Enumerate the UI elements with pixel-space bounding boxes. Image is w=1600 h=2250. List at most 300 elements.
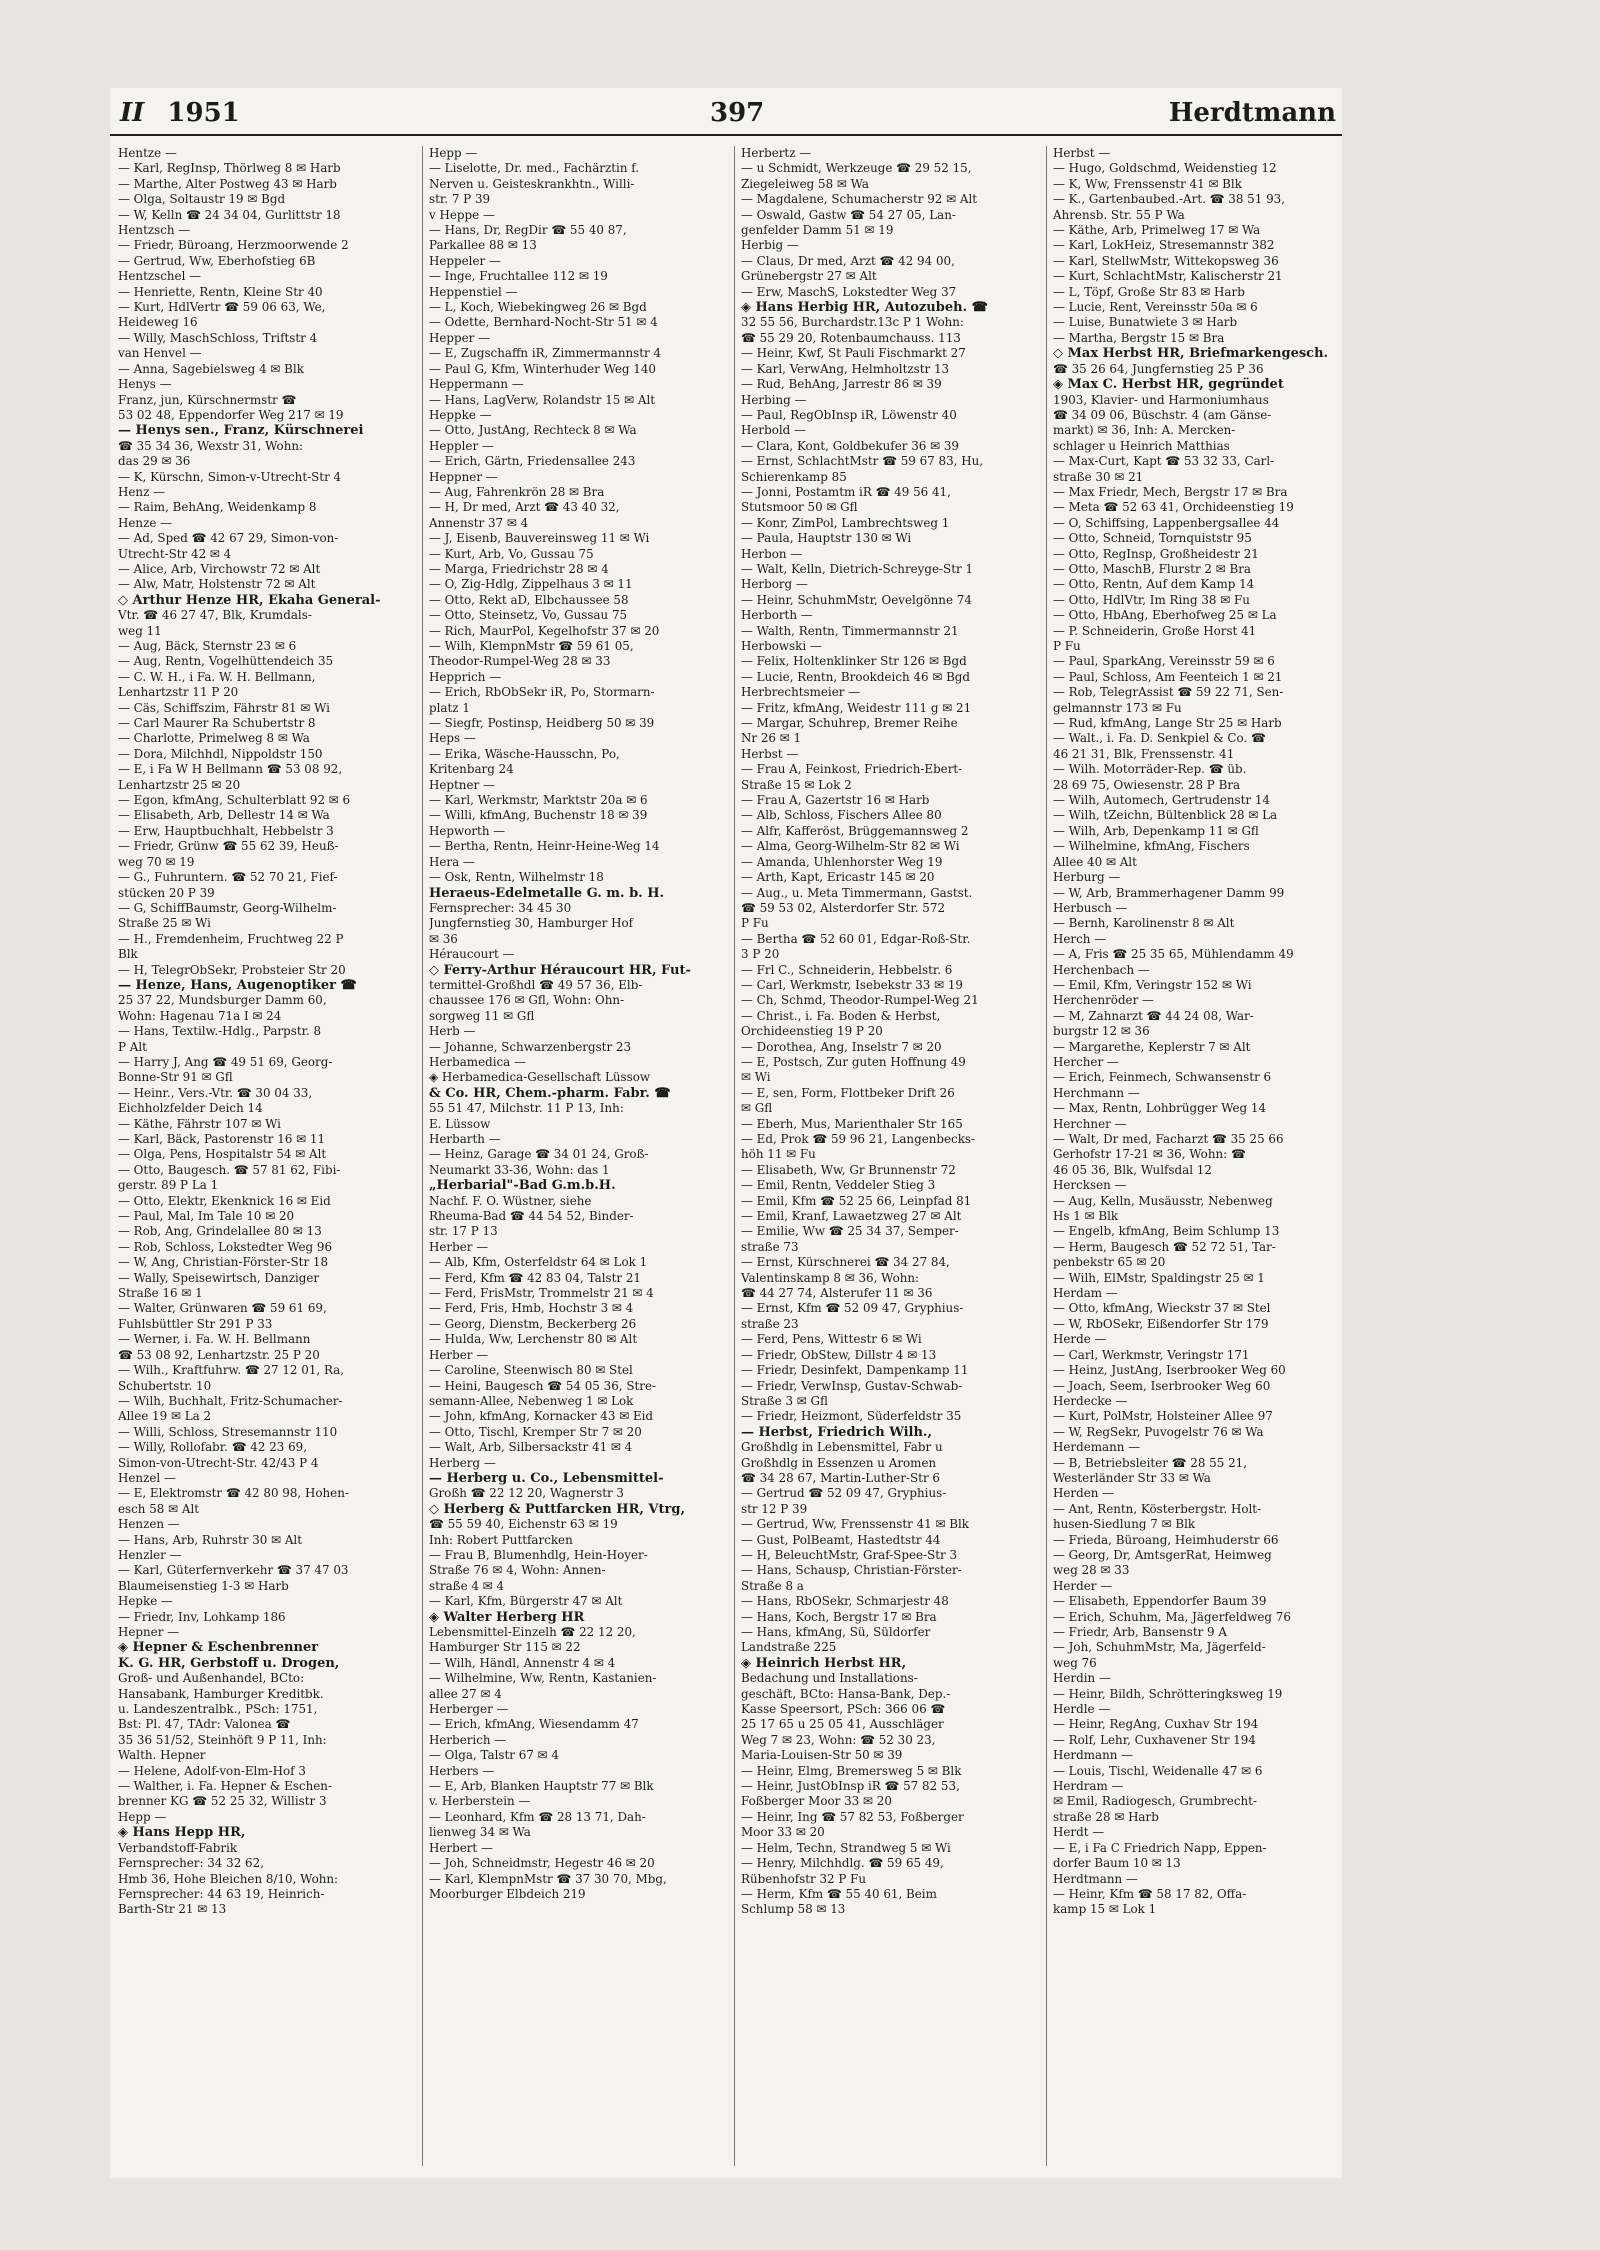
directory-line: Straße 16 ✉ 1: [118, 1286, 203, 1301]
directory-line: Henzel —: [118, 1470, 176, 1485]
directory-line: — H, BeleuchtMstr, Graf-Spee-Str 3: [741, 1547, 958, 1562]
directory-page: [110, 88, 1342, 2178]
directory-line: — Otto, Baugesch. ☎ 57 81 62, Fibi-: [118, 1162, 341, 1177]
directory-line: schlager u Heinrich Matthias: [1053, 438, 1230, 453]
directory-line: Kritenbarg 24: [429, 762, 514, 777]
directory-line: termittel-Großhdl ☎ 49 57 36, Elb-: [429, 977, 643, 992]
directory-line: Straße 25 ✉ Wi: [118, 916, 211, 931]
directory-line: — Wally, Speisewirtsch, Danziger: [118, 1270, 320, 1285]
directory-line: — Friedr, Heizmont, Süderfeldstr 35: [741, 1409, 962, 1424]
directory-line: Herber —: [429, 1347, 489, 1362]
directory-line: — Max-Curt, Kapt ☎ 53 32 33, Carl-: [1053, 454, 1275, 469]
directory-line: Herbing —: [741, 392, 807, 407]
directory-line: — Herm, Kfm ☎ 55 40 61, Beim: [741, 1886, 937, 1901]
directory-line: — Ernst, Kfm ☎ 52 09 47, Gryphius-: [741, 1301, 964, 1316]
directory-line: ◇ Herberg & Puttfarcken HR, Vtrg,: [429, 1501, 685, 1517]
directory-line: — Oswald, Gastw ☎ 54 27 05, Lan-: [741, 207, 956, 222]
directory-line: — Aug., u. Meta Timmermann, Gastst.: [741, 885, 973, 900]
directory-line: — Walt, Dr med, Facharzt ☎ 35 25 66: [1053, 1132, 1284, 1146]
directory-line: Herbold —: [741, 423, 806, 438]
directory-line: Hepp —: [118, 1809, 167, 1824]
directory-line: — K, Ww, Frenssenstr 41 ✉ Blk: [1053, 176, 1242, 191]
directory-line: — Gertrud, Ww, Eberhofstieg 6B: [118, 253, 316, 268]
directory-line: — M, Zahnarzt ☎ 44 24 08, War-: [1053, 1008, 1254, 1023]
directory-line: — Ant, Rentn, Kösterbergstr. Holt-: [1053, 1501, 1262, 1516]
directory-line: — Friedr, Grünw ☎ 55 62 39, Heuß-: [118, 839, 339, 854]
directory-line: Simon-von-Utrecht-Str. 42/43 P 4: [118, 1455, 319, 1470]
directory-line: — Felix, Holtenklinker Str 126 ✉ Bgd: [741, 654, 967, 669]
directory-line: Henzen —: [118, 1517, 180, 1532]
directory-line: Großhdlg in Lebensmittel, Fabr u: [741, 1440, 943, 1455]
column-4: [1046, 146, 1345, 2166]
directory-line: Franz, jun, Kürschnermstr ☎: [118, 392, 297, 407]
directory-line: — O, Schiffsing, Lappenbergsallee 44: [1053, 515, 1280, 530]
directory-line: Heraeus-Edelmetalle G. m. b. H.: [429, 885, 665, 901]
directory-line: — Henze, Hans, Augenoptiker ☎: [118, 977, 357, 993]
directory-line: — Wilh. Motorräder-Rep. ☎ üb.: [1053, 762, 1247, 777]
directory-line: — Rud, BehAng, Jarrestr 86 ✉ 39: [741, 377, 942, 392]
directory-line: — Otto, Elektr, Ekenknick 16 ✉ Eid: [118, 1193, 331, 1208]
directory-line: Fernsprecher: 34 45 30: [429, 900, 572, 915]
directory-line: ☎ 44 27 74, Alsterufer 11 ✉ 36: [741, 1286, 933, 1301]
directory-line: — Wilh, ElMstr, Spaldingstr 25 ✉ 1: [1053, 1270, 1265, 1285]
directory-line: ◈ Heinrich Herbst HR,: [741, 1655, 907, 1671]
directory-line: — Otto, Rekt aD, Elbchaussee 58: [429, 592, 629, 607]
directory-line: — Dora, Milchhdl, Nippoldstr 150: [118, 746, 323, 761]
directory-line: — Caroline, Steenwisch 80 ✉ Stel: [429, 1363, 633, 1378]
directory-line: — Erich, RbObSekr iR, Po, Stormarn-: [429, 685, 655, 700]
directory-line: — Cäs, Schiffszim, Fährstr 81 ✉ Wi: [118, 700, 330, 715]
directory-line: straße 73: [741, 1239, 799, 1254]
directory-line: Groß- und Außenhandel, BCto:: [118, 1671, 305, 1686]
directory-line: — W, Kelln ☎ 24 34 04, Gurlittstr 18: [118, 207, 341, 222]
directory-line: — Willi, kfmAng, Buchenstr 18 ✉ 39: [429, 808, 648, 823]
directory-line: — Otto, Steinsetz, Vo, Gussau 75: [429, 608, 628, 623]
directory-line: Weg 7 ✉ 23, Wohn: ☎ 52 30 23,: [741, 1732, 936, 1747]
directory-line: Herberg —: [429, 1455, 496, 1470]
directory-line: — Otto, HbAng, Eberhofweg 25 ✉ La: [1053, 608, 1277, 623]
directory-line: — Aug, Rentn, Vogelhüttendeich 35: [118, 654, 334, 669]
directory-line: Hentzsch —: [118, 223, 191, 238]
directory-line: Herbst —: [741, 746, 799, 761]
directory-line: — K, Kürschn, Simon-v-Utrecht-Str 4: [118, 469, 342, 484]
directory-line: — W, Ang, Christian-Förster-Str 18: [118, 1255, 329, 1270]
directory-line: Lenhartzstr 25 ✉ 20: [118, 777, 241, 792]
directory-line: — Margar, Schuhrep, Bremer Reihe: [741, 716, 958, 731]
directory-line: 28 69 75, Owiesenstr. 28 P Bra: [1053, 777, 1241, 792]
directory-line: — Friedr, ObStew, Dillstr 4 ✉ 13: [741, 1347, 937, 1362]
directory-line: — L, Töpf, Große Str 83 ✉ Harb: [1053, 284, 1245, 299]
directory-line: — Carl, Werkmstr, Veringstr 171: [1053, 1347, 1250, 1362]
directory-line: — Joach, Seem, Iserbrooker Weg 60: [1053, 1378, 1271, 1393]
directory-line: ◇ Max Herbst HR, Briefmarkengesch.: [1053, 346, 1329, 362]
directory-line: — Max, Rentn, Lohbrügger Weg 14: [1053, 1101, 1267, 1116]
directory-line: Hepper —: [429, 330, 491, 345]
directory-line: — Inge, Fruchtallee 112 ✉ 19: [429, 269, 608, 284]
directory-line: — Charlotte, Primelweg 8 ✉ Wa: [118, 731, 310, 746]
directory-line: Herber —: [429, 1239, 489, 1254]
directory-line: — E, i Fa C Friedrich Napp, Eppen-: [1053, 1840, 1267, 1855]
directory-line: Jungfernstieg 30, Hamburger Hof: [429, 916, 634, 931]
directory-line: — Otto, JustAng, Rechteck 8 ✉ Wa: [429, 423, 637, 438]
directory-line: — Raim, BehAng, Weidenkamp 8: [118, 500, 317, 515]
directory-line: — Karl, LokHeiz, Stresemannstr 382: [1053, 238, 1275, 253]
directory-line: Rheuma-Bad ☎ 44 54 52, Binder-: [429, 1209, 634, 1224]
directory-line: — Heinr., Vers.-Vtr. ☎ 30 04 33,: [118, 1085, 313, 1100]
directory-line: ☎ 55 59 40, Eichenstr 63 ✉ 19: [429, 1517, 618, 1532]
directory-line: — Ch, Schmd, Theodor-Rumpel-Weg 21: [741, 993, 979, 1008]
directory-line: — Louis, Tischl, Weidenalle 47 ✉ 6: [1053, 1763, 1263, 1778]
directory-line: Herburg —: [1053, 870, 1121, 885]
directory-line: — Dorothea, Ang, Inselstr 7 ✉ 20: [741, 1039, 942, 1054]
directory-line: — Margarethe, Keplerstr 7 ✉ Alt: [1053, 1039, 1251, 1054]
directory-line: — Heinr, Bildh, Schrötteringksweg 19: [1053, 1686, 1283, 1701]
directory-line: Hercksen —: [1053, 1178, 1127, 1193]
directory-line: — Max Friedr, Mech, Bergstr 17 ✉ Bra: [1053, 484, 1288, 499]
directory-line: Herbig —: [741, 238, 799, 253]
directory-line: — G., Fuhruntern. ☎ 52 70 21, Fief-: [118, 870, 338, 885]
directory-line: — Luise, Bunatwiete 3 ✉ Harb: [1053, 315, 1238, 330]
directory-line: — Elisabeth, Eppendorfer Baum 39: [1053, 1594, 1267, 1609]
directory-line: — K., Gartenbaubed.-Art. ☎ 38 51 93,: [1053, 192, 1285, 207]
directory-line: — Olga, Talstr 67 ✉ 4: [429, 1748, 559, 1763]
directory-line: Gerhofstr 17-21 ✉ 36, Wohn: ☎: [1053, 1147, 1246, 1162]
directory-line: — Kurt, Arb, Vo, Gussau 75: [429, 546, 594, 561]
directory-line: Bedachung und Installations-: [741, 1671, 918, 1686]
directory-line: Heppke —: [429, 407, 492, 422]
directory-line: — Hans, RbOSekr, Schmarjestr 48: [741, 1594, 949, 1609]
directory-line: — Otto, MaschB, Flurstr 2 ✉ Bra: [1053, 561, 1252, 576]
directory-line: Heideweg 16: [118, 315, 198, 330]
directory-line: 3 P 20: [741, 947, 780, 962]
directory-line: — Rolf, Lehr, Cuxhavener Str 194: [1053, 1732, 1256, 1747]
directory-line: Lebensmittel-Einzelh ☎ 22 12 20,: [429, 1625, 636, 1639]
directory-line: 46 21 31, Blk, Frenssenstr. 41: [1053, 746, 1235, 761]
directory-line: — Paul G, Kfm, Winterhuder Weg 140: [429, 361, 656, 376]
directory-line: Herborth —: [741, 608, 813, 623]
directory-line: — Ed, Prok ☎ 59 96 21, Langenbecks-: [741, 1132, 976, 1146]
directory-line: ◈ Hans Herbig HR, Autozubeh. ☎: [741, 300, 988, 316]
directory-line: Großh ☎ 22 12 20, Wagnerstr 3: [429, 1486, 624, 1501]
directory-line: 1903, Klavier- und Harmoniumhaus: [1053, 392, 1269, 407]
directory-line: Herchmann —: [1053, 1085, 1140, 1100]
directory-line: — Alice, Arb, Virchowstr 72 ✉ Alt: [118, 561, 321, 576]
directory-line: — B, Betriebsleiter ☎ 28 55 21,: [1053, 1455, 1248, 1470]
directory-line: — Heinr, Kfm ☎ 58 17 82, Offa-: [1053, 1886, 1247, 1901]
column-3: [734, 146, 1033, 2166]
directory-line: — Fritz, kfmAng, Weidestr 111 g ✉ 21: [741, 700, 972, 715]
directory-line: — Emil, Kfm, Veringstr 152 ✉ Wi: [1053, 977, 1252, 992]
directory-line: husen-Siedlung 7 ✉ Blk: [1053, 1517, 1196, 1532]
directory-line: — Anna, Sagebielsweg 4 ✉ Blk: [118, 361, 304, 376]
directory-line: ◈ Herbamedica-Gesellschaft Lüssow: [429, 1070, 651, 1085]
directory-line: — H., Fremdenheim, Fruchtweg 22 P: [118, 931, 344, 946]
directory-line: Herdin —: [1053, 1671, 1111, 1686]
directory-line: — W, RegSekr, Puvogelstr 76 ✉ Wa: [1053, 1424, 1264, 1439]
directory-line: — Helm, Techn, Strandweg 5 ✉ Wi: [741, 1840, 951, 1855]
directory-line: Hera —: [429, 854, 475, 869]
directory-line: semann-Allee, Nebenweg 1 ✉ Lok: [429, 1393, 634, 1408]
column-2: [422, 146, 721, 2166]
directory-line: — Wilh, tZeichn, Bültenblick 28 ✉ La: [1053, 808, 1278, 823]
directory-line: Henys —: [118, 377, 172, 392]
directory-line: Schierenkamp 85: [741, 469, 847, 484]
directory-line: — Paul, RegObInsp iR, Löwenstr 40: [741, 407, 957, 422]
directory-line: Herdmann —: [1053, 1748, 1134, 1763]
directory-line: — Rob, TelegrAssist ☎ 59 22 71, Sen-: [1053, 685, 1284, 700]
directory-line: ◈ Hans Hepp HR,: [118, 1825, 246, 1841]
directory-line: — Olga, Soltaustr 19 ✉ Bgd: [118, 192, 286, 207]
directory-line: Eichholzfelder Deich 14: [118, 1101, 263, 1116]
directory-line: — Walter, Grünwaren ☎ 59 61 69,: [118, 1301, 327, 1316]
volume-number: II: [120, 98, 145, 128]
directory-line: — E, Arb, Blanken Hauptstr 77 ✉ Blk: [429, 1779, 654, 1794]
directory-line: Westerländer Str 33 ✉ Wa: [1053, 1470, 1211, 1485]
directory-line: — Kurt, SchlachtMstr, Kalischerstr 21: [1053, 269, 1283, 284]
directory-line: — Heinr, Kwf, St Pauli Fischmarkt 27: [741, 346, 966, 361]
directory-line: — Otto, kfmAng, Wieckstr 37 ✉ Stel: [1053, 1301, 1271, 1316]
directory-line: weg 11: [118, 623, 162, 638]
directory-line: — Marthe, Alter Postweg 43 ✉ Harb: [118, 176, 337, 191]
directory-line: ◈ Walter Herberg HR: [429, 1609, 585, 1625]
directory-line: Herbers —: [429, 1763, 495, 1778]
directory-line: — Henriette, Rentn, Kleine Str 40: [118, 284, 323, 299]
directory-line: Straße 15 ✉ Lok 2: [741, 777, 852, 792]
volume-year: [120, 98, 240, 128]
directory-line: gerstr. 89 P La 1: [118, 1178, 219, 1193]
directory-line: — Karl, RegInsp, Thörlweg 8 ✉ Harb: [118, 161, 341, 176]
directory-line: — W, Arb, Brammerhagener Damm 99: [1053, 885, 1285, 900]
directory-line: — Kurt, PolMstr, Holsteiner Allee 97: [1053, 1409, 1273, 1424]
directory-line: Henzler —: [118, 1547, 182, 1562]
directory-line: — Walt, Kelln, Dietrich-Schreyge-Str 1: [741, 561, 974, 576]
directory-line: — E, Postsch, Zur guten Hoffnung 49: [741, 1054, 966, 1069]
directory-line: Herbst —: [1053, 146, 1111, 160]
directory-line: — Otto, Schneid, Tornquiststr 95: [1053, 531, 1252, 546]
directory-line: — Claus, Dr med, Arzt ☎ 42 94 00,: [741, 253, 955, 268]
directory-line: 53 02 48, Eppendorfer Weg 217 ✉ 19: [118, 407, 344, 422]
directory-line: — Arth, Kapt, Ericastr 145 ✉ 20: [741, 870, 935, 885]
directory-line: Heppeler —: [429, 253, 501, 268]
directory-line: — H, TelegrObSekr, Probsteier Str 20: [118, 962, 346, 977]
directory-line: — Wilh, Buchhalt, Fritz-Schumacher-: [118, 1393, 343, 1408]
directory-line: Hepp —: [429, 146, 478, 160]
directory-line: Herbusch —: [1053, 900, 1128, 915]
page-header: [110, 94, 1342, 136]
directory-line: — Joh, SchuhmMstr, Ma, Jägerfeld-: [1053, 1640, 1266, 1655]
directory-line: Straße 76 ✉ 4, Wohn: Annen-: [429, 1563, 606, 1578]
directory-line: — Hans, Schausp, Christian-Förster-: [741, 1563, 962, 1578]
directory-line: Verbandstoff-Fabrik: [118, 1840, 238, 1855]
directory-line: — Alw, Matr, Holstenstr 72 ✉ Alt: [118, 577, 316, 592]
directory-line: brenner KG ☎ 52 25 32, Willistr 3: [118, 1794, 327, 1809]
directory-line: Herb —: [429, 1024, 476, 1039]
directory-line: Walth. Hepner: [118, 1748, 206, 1763]
directory-line: — E, i Fa W H Bellmann ☎ 53 08 92,: [118, 762, 343, 777]
directory-line: — Rob, Schloss, Lokstedter Weg 96: [118, 1239, 333, 1254]
directory-line: — Magdalene, Schumacherstr 92 ✉ Alt: [741, 192, 978, 207]
directory-line: — Aug, Fahrenkrön 28 ✉ Bra: [429, 484, 605, 499]
directory-line: — Hans, Arb, Ruhrstr 30 ✉ Alt: [118, 1532, 303, 1547]
directory-line: Heppler —: [429, 438, 494, 453]
directory-line: — Gertrud ☎ 52 09 47, Gryphius-: [741, 1486, 947, 1501]
directory-line: — Alfr, Kafferöst, Brüggemannsweg 2: [741, 823, 969, 838]
directory-line: — Jonni, Postamtm iR ☎ 49 56 41,: [741, 484, 951, 499]
directory-line: Blk: [118, 947, 138, 962]
directory-line: — Wilh, Händl, Annenstr 4 ✉ 4: [429, 1655, 616, 1670]
directory-line: str 12 P 39: [741, 1501, 808, 1516]
directory-line: — Carl, Werkmstr, Isebekstr 33 ✉ 19: [741, 977, 963, 992]
directory-line: — Gertrud, Ww, Frenssenstr 41 ✉ Blk: [741, 1517, 969, 1532]
directory-line: — Ernst, Kürschnerei ☎ 34 27 84,: [741, 1255, 950, 1270]
directory-line: Schlump 58 ✉ 13: [741, 1902, 846, 1917]
directory-line: 55 51 47, Milchstr. 11 P 13, Inh:: [429, 1101, 624, 1116]
directory-line: P Alt: [118, 1039, 147, 1054]
entry-columns: [118, 146, 1338, 2166]
directory-line: — Ferd, FrisMstr, Trommelstr 21 ✉ 4: [429, 1286, 654, 1301]
directory-line: — Otto, Tischl, Kremper Str 7 ✉ 20: [429, 1424, 642, 1439]
directory-line: ☎ 59 53 02, Alsterdorfer Str. 572: [741, 900, 946, 915]
directory-line: Annenstr 37 ✉ 4: [429, 515, 529, 530]
directory-line: — Bertha ☎ 52 60 01, Edgar-Roß-Str.: [741, 931, 971, 946]
directory-line: geschäft, BCto: Hansa-Bank, Dep.-: [741, 1686, 951, 1701]
directory-line: — Wilhelmine, kfmAng, Fischers: [1053, 839, 1250, 854]
directory-line: ✉ 36: [429, 931, 458, 946]
directory-line: — Clara, Kont, Goldbekufer 36 ✉ 39: [741, 438, 959, 453]
directory-line: Schubertstr. 10: [118, 1378, 212, 1393]
directory-line: Hentzschel —: [118, 269, 202, 284]
directory-line: Lenhartzstr 11 P 20: [118, 685, 239, 700]
directory-line: — A, Fris ☎ 25 35 65, Mühlendamm 49: [1053, 947, 1294, 962]
directory-line: esch 58 ✉ Alt: [118, 1501, 200, 1516]
directory-line: weg 70 ✉ 19: [118, 854, 195, 869]
directory-line: — Georg, Dr, AmtsgerRat, Heimweg: [1053, 1547, 1272, 1562]
directory-line: v Heppe —: [429, 207, 495, 222]
directory-line: Herchenbach —: [1053, 962, 1150, 977]
directory-line: penbekstr 65 ✉ 20: [1053, 1255, 1166, 1270]
page-number: 397: [710, 98, 765, 128]
directory-line: Herder —: [1053, 1578, 1113, 1593]
directory-line: Fernsprecher: 44 63 19, Heinrich-: [118, 1886, 325, 1901]
directory-line: — Herbst, Friedrich Wilh.,: [741, 1424, 932, 1440]
directory-line: Fernsprecher: 34 32 62,: [118, 1856, 264, 1871]
directory-line: Heppenstiel —: [429, 284, 518, 299]
directory-line: — u Schmidt, Werkzeuge ☎ 29 52 15,: [741, 161, 972, 176]
directory-line: Fuhlsbüttler Str 291 P 33: [118, 1316, 273, 1331]
directory-line: — Friedr, Büroang, Herzmoorwende 2: [118, 238, 349, 253]
directory-line: ◈ Hepner & Eschenbrenner: [118, 1640, 319, 1656]
directory-line: Herdram —: [1053, 1779, 1124, 1794]
directory-line: — Hans, kfmAng, Sü, Süldorfer: [741, 1625, 931, 1639]
directory-line: — Georg, Dienstm, Beckerberg 26: [429, 1316, 637, 1331]
directory-line: — Frau A, Feinkost, Friedrich-Ebert-: [741, 762, 963, 777]
directory-line: — Heinr, RegAng, Cuxhav Str 194: [1053, 1717, 1259, 1732]
directory-line: — Heini, Baugesch ☎ 54 05 36, Stre-: [429, 1378, 656, 1393]
directory-line: Kasse Speersort, PSch: 366 06 ☎: [741, 1702, 946, 1717]
directory-line: — Herm, Baugesch ☎ 52 72 51, Tar-: [1053, 1239, 1276, 1254]
directory-line: — Konr, ZimPol, Lambrechtsweg 1: [741, 515, 950, 530]
directory-line: K. G. HR, Gerbstoff u. Drogen,: [118, 1655, 340, 1671]
directory-line: ☎ 35 26 64, Jungfernstieg 25 P 36: [1053, 361, 1264, 376]
directory-line: — Eberh, Mus, Marienthaler Str 165: [741, 1116, 963, 1131]
directory-line: 35 36 51/52, Steinhöft 9 P 11, Inh:: [118, 1732, 327, 1747]
directory-line: van Henvel —: [118, 346, 202, 361]
directory-line: — Walt., i. Fa. D. Senkpiel & Co. ☎: [1053, 731, 1266, 746]
directory-line: Herdemann —: [1053, 1440, 1141, 1455]
directory-line: weg 28 ✉ 33: [1053, 1563, 1130, 1578]
directory-line: — Frieda, Büroang, Heimhuderstr 66: [1053, 1532, 1279, 1547]
directory-line: Hs 1 ✉ Blk: [1053, 1209, 1119, 1224]
directory-line: Hepner —: [118, 1625, 180, 1639]
directory-line: Hmb 36, Hohe Bleichen 8/10, Wohn:: [118, 1871, 339, 1886]
directory-line: Herbert —: [429, 1840, 493, 1855]
directory-line: — Hulda, Ww, Lerchenstr 80 ✉ Alt: [429, 1332, 638, 1347]
directory-line: Großhdlg in Essenzen u Aromen: [741, 1455, 937, 1470]
directory-line: — Hans, Textilw.-Hdlg., Parpstr. 8: [118, 1024, 322, 1039]
directory-line: Utrecht-Str 42 ✉ 4: [118, 546, 232, 561]
directory-line: — Ferd, Fris, Hmb, Hochstr 3 ✉ 4: [429, 1301, 634, 1316]
directory-line: — Willi, Schloss, Stresemannstr 110: [118, 1424, 338, 1439]
directory-line: — L, Koch, Wiebekingweg 26 ✉ Bgd: [429, 300, 647, 315]
directory-line: — Alb, Schloss, Fischers Allee 80: [741, 808, 942, 823]
directory-line: v. Herberstein —: [429, 1794, 531, 1809]
directory-line: — Ernst, SchlachtMstr ☎ 59 67 83, Hu,: [741, 454, 984, 469]
directory-line: Nerven u. Geisteskrankhtn., Willi-: [429, 176, 635, 191]
directory-line: Herberger —: [429, 1702, 509, 1717]
directory-line: — Siegfr, Postinsp, Heidberg 50 ✉ 39: [429, 716, 655, 731]
directory-line: — Erich, kfmAng, Wiesendamm 47: [429, 1717, 639, 1732]
directory-line: E. Lüssow: [429, 1116, 491, 1131]
directory-line: — Rich, MaurPol, Kegelhofstr 37 ✉ 20: [429, 623, 660, 638]
directory-line: Herde —: [1053, 1332, 1107, 1347]
directory-line: straße 30 ✉ 21: [1053, 469, 1144, 484]
directory-line: — Emil, Kranf, Lawaetzweg 27 ✉ Alt: [741, 1209, 962, 1224]
directory-line: Stutsmoor 50 ✉ Gfl: [741, 500, 858, 515]
directory-line: straße 28 ✉ Harb: [1053, 1809, 1159, 1824]
directory-line: Herdt —: [1053, 1825, 1105, 1840]
directory-line: — Alb, Kfm, Osterfeldstr 64 ✉ Lok 1: [429, 1255, 648, 1270]
directory-line: ☎ 53 08 92, Lenhartzstr. 25 P 20: [118, 1347, 320, 1362]
directory-line: — Harry J, Ang ☎ 49 51 69, Georg-: [118, 1054, 333, 1069]
column-1: [118, 146, 410, 2166]
directory-line: Nr 26 ✉ 1: [741, 731, 802, 746]
directory-line: — Rob, Ang, Grindelallee 80 ✉ 13: [118, 1224, 322, 1239]
directory-line: — Henys sen., Franz, Kürschnerei: [118, 423, 364, 439]
directory-line: — Wilh, Automech, Gertrudenstr 14: [1053, 793, 1270, 808]
directory-line: Herbertz —: [741, 146, 812, 160]
directory-line: — Alma, Georg-Wilhelm-Str 82 ✉ Wi: [741, 839, 960, 854]
directory-line: — Otto, RegInsp, Großheidestr 21: [1053, 546, 1259, 561]
directory-line: ◈ Max C. Herbst HR, gegründet: [1053, 377, 1284, 393]
directory-line: — H, Dr med, Arzt ☎ 43 40 32,: [429, 500, 620, 515]
directory-line: — E, Zugschaffn iR, Zimmermannstr 4: [429, 346, 662, 361]
directory-line: — Karl, StellwMstr, Wittekopsweg 36: [1053, 253, 1279, 268]
directory-line: ☎ 35 34 36, Wexstr 31, Wohn:: [118, 438, 304, 453]
directory-line: Herden —: [1053, 1486, 1115, 1501]
directory-line: — John, kfmAng, Kornacker 43 ✉ Eid: [429, 1409, 654, 1424]
directory-line: — G, SchiffBaumstr, Georg-Wilhelm-: [118, 900, 337, 915]
directory-line: str. 17 P 13: [429, 1224, 498, 1239]
directory-line: — Paula, Hauptstr 130 ✉ Wi: [741, 531, 912, 546]
directory-line: — Liselotte, Dr. med., Fachärztin f.: [429, 161, 640, 176]
directory-line: Herbowski —: [741, 639, 822, 653]
directory-line: Ziegeleiweg 58 ✉ Wa: [741, 176, 869, 191]
directory-line: — Käthe, Fährstr 107 ✉ Wi: [118, 1116, 281, 1131]
directory-line: — Amanda, Uhlenhorster Weg 19: [741, 854, 943, 869]
directory-line: — Heinr, SchuhmMstr, Oevelgönne 74: [741, 592, 972, 607]
directory-line: Heppermann —: [429, 377, 524, 392]
directory-line: — E, Elektromstr ☎ 42 80 98, Hohen-: [118, 1486, 349, 1501]
